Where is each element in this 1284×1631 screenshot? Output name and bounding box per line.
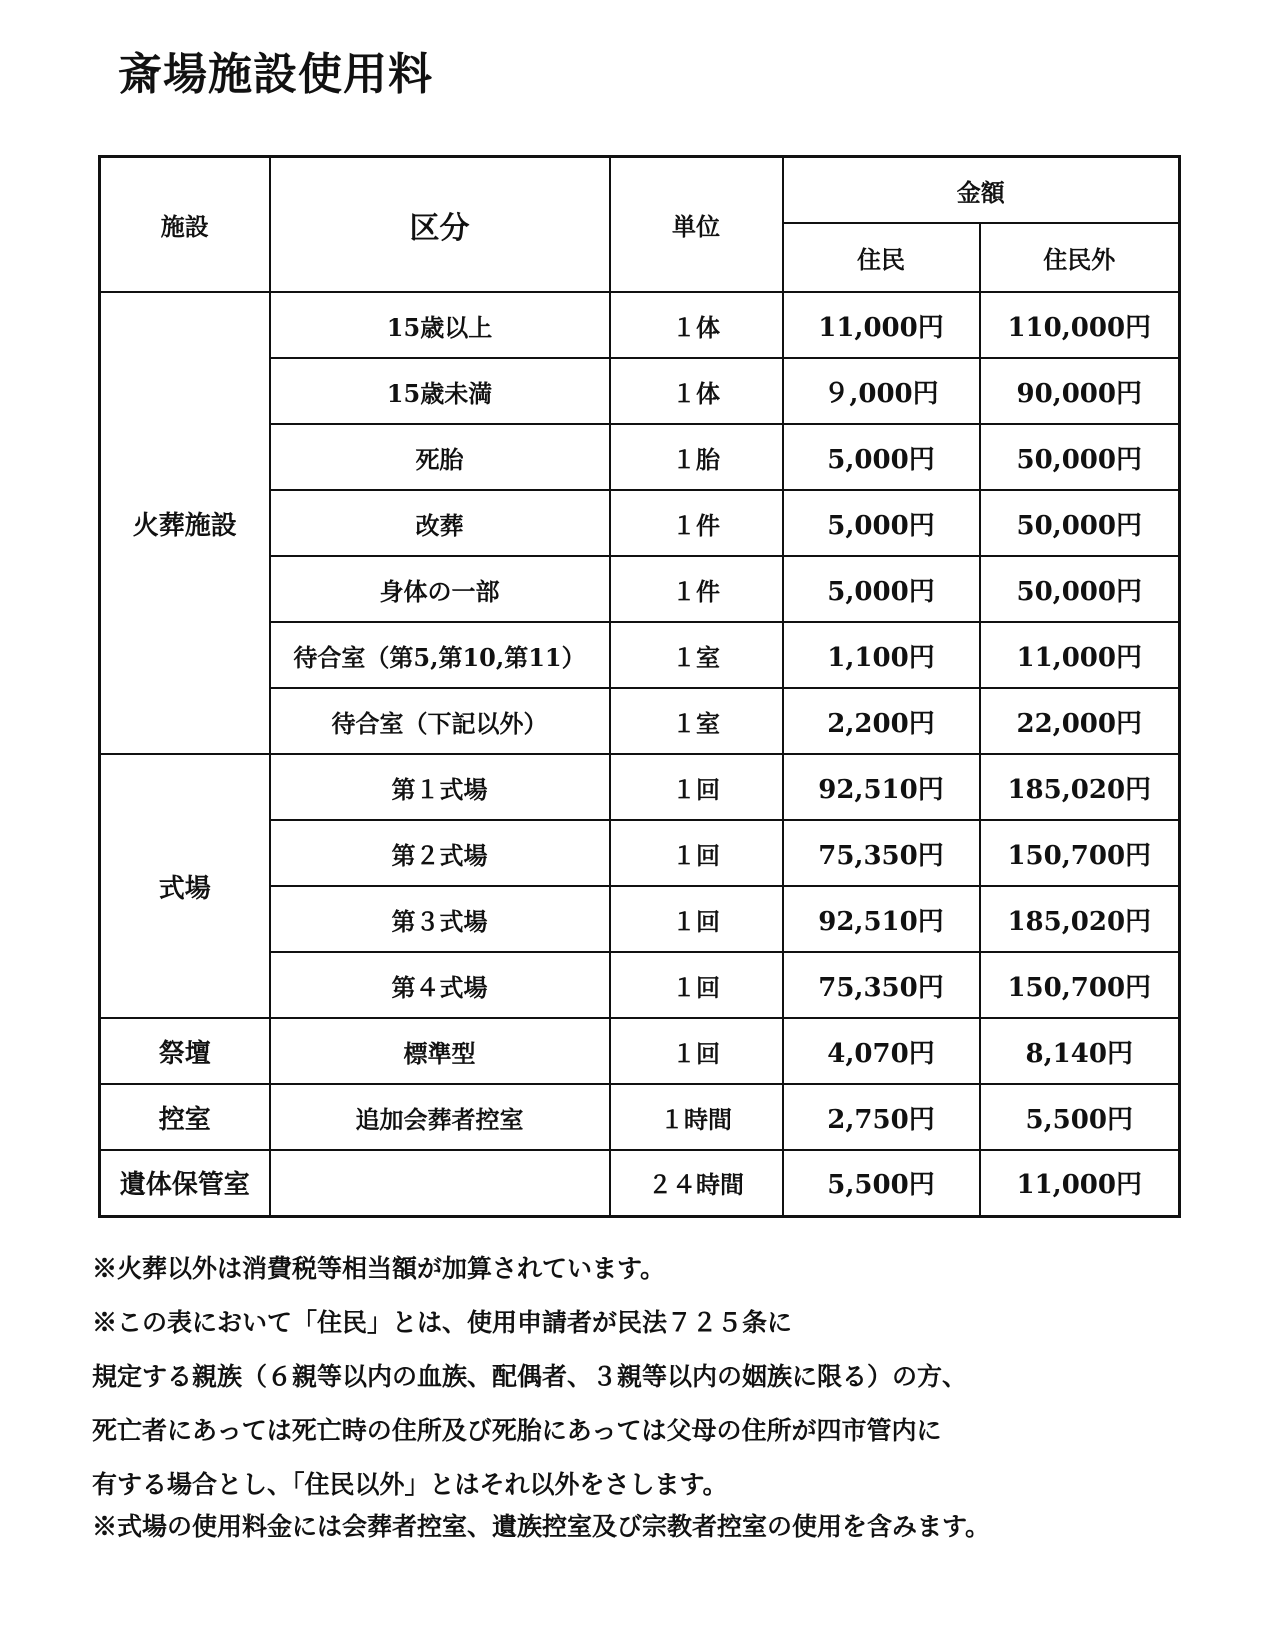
non-resident-amount-cell: 8,140円 [980, 1018, 1180, 1084]
category-cell: 改葬 [270, 490, 610, 556]
category-cell: 待合室（第5,第10,第11） [270, 622, 610, 688]
footnote-line: ※この表において「住民」とは、使用申請者が民法７２５条に [92, 1308, 793, 1337]
resident-amount-cell: 5,000円 [783, 424, 980, 490]
category-cell: 死胎 [270, 424, 610, 490]
unit-cell: １回 [610, 820, 783, 886]
table-row [100, 292, 1180, 358]
resident-amount-cell: 2,200円 [783, 688, 980, 754]
footnote-line: 有する場合とし、「住民以外」とはそれ以外をさします。 [92, 1470, 728, 1499]
unit-cell: ２４時間 [610, 1150, 783, 1216]
category-cell: 第１式場 [270, 754, 610, 820]
facility-cell: 火葬施設 [100, 292, 270, 754]
facility-cell: 遺体保管室 [100, 1150, 270, 1216]
table-row [100, 754, 1180, 820]
non-resident-amount-cell: 150,700円 [980, 820, 1180, 886]
header-unit: 単位 [610, 157, 783, 293]
header-resident: 住民 [783, 223, 980, 292]
unit-cell: １体 [610, 358, 783, 424]
resident-amount-cell: 11,000円 [783, 292, 980, 358]
header-non-resident: 住民外 [980, 223, 1180, 292]
category-cell: 第４式場 [270, 952, 610, 1018]
category-cell: 第３式場 [270, 886, 610, 952]
resident-amount-cell: 5,000円 [783, 556, 980, 622]
non-resident-amount-cell: 50,000円 [980, 490, 1180, 556]
non-resident-amount-cell: 150,700円 [980, 952, 1180, 1018]
unit-cell: １時間 [610, 1084, 783, 1150]
category-cell: 15歳未満 [270, 358, 610, 424]
unit-cell: １室 [610, 622, 783, 688]
footnote-line: ※火葬以外は消費税等相当額が加算されています。 [92, 1254, 666, 1283]
unit-cell: １件 [610, 556, 783, 622]
unit-cell: １回 [610, 886, 783, 952]
header-facility: 施設 [100, 157, 270, 293]
resident-amount-cell: 2,750円 [783, 1084, 980, 1150]
footnote-line: 死亡者にあっては死亡時の住所及び死胎にあっては父母の住所が四市管内に [92, 1416, 942, 1445]
category-cell: 第２式場 [270, 820, 610, 886]
page-title: 斎場施設使用料 [118, 49, 433, 100]
unit-cell: １体 [610, 292, 783, 358]
non-resident-amount-cell: 185,020円 [980, 886, 1180, 952]
table-row [100, 1084, 1180, 1150]
category-cell: 追加会葬者控室 [270, 1084, 610, 1150]
header-amount: 金額 [783, 157, 1180, 224]
non-resident-amount-cell: 11,000円 [980, 1150, 1180, 1216]
non-resident-amount-cell: 185,020円 [980, 754, 1180, 820]
non-resident-amount-cell: 50,000円 [980, 424, 1180, 490]
footnotes [92, 1255, 1242, 1553]
category-cell: 15歳以上 [270, 292, 610, 358]
non-resident-amount-cell: 22,000円 [980, 688, 1180, 754]
category-cell: 標準型 [270, 1018, 610, 1084]
unit-cell: １室 [610, 688, 783, 754]
unit-cell: １回 [610, 1018, 783, 1084]
category-cell: 待合室（下記以外） [270, 688, 610, 754]
resident-amount-cell: 92,510円 [783, 886, 980, 952]
unit-cell: １件 [610, 490, 783, 556]
category-cell: 身体の一部 [270, 556, 610, 622]
unit-cell: １回 [610, 952, 783, 1018]
facility-cell: 式場 [100, 754, 270, 1018]
non-resident-amount-cell: 110,000円 [980, 292, 1180, 358]
resident-amount-cell: 4,070円 [783, 1018, 980, 1084]
table-row [100, 1150, 1180, 1216]
resident-amount-cell: 75,350円 [783, 820, 980, 886]
facility-cell: 控室 [100, 1084, 270, 1150]
resident-amount-cell: 5,000円 [783, 490, 980, 556]
resident-amount-cell: 5,500円 [783, 1150, 980, 1216]
unit-cell: １胎 [610, 424, 783, 490]
non-resident-amount-cell: 11,000円 [980, 622, 1180, 688]
category-cell [270, 1150, 610, 1216]
unit-cell: １回 [610, 754, 783, 820]
resident-amount-cell: 75,350円 [783, 952, 980, 1018]
footnote-line: 規定する親族（６親等以内の血族、配偶者、３親等以内の姻族に限る）の方、 [92, 1362, 968, 1391]
table-row [100, 1018, 1180, 1084]
resident-amount-cell: 92,510円 [783, 754, 980, 820]
non-resident-amount-cell: 5,500円 [980, 1084, 1180, 1150]
non-resident-amount-cell: 50,000円 [980, 556, 1180, 622]
header-category: 区分 [270, 157, 610, 293]
fee-table [98, 155, 1181, 1218]
resident-amount-cell: 1,100円 [783, 622, 980, 688]
facility-cell: 祭壇 [100, 1018, 270, 1084]
resident-amount-cell: ９,000円 [783, 358, 980, 424]
non-resident-amount-cell: 90,000円 [980, 358, 1180, 424]
footnote-line: ※式場の使用料金には会葬者控室、遺族控室及び宗教者控室の使用を含みます。 [92, 1512, 991, 1541]
